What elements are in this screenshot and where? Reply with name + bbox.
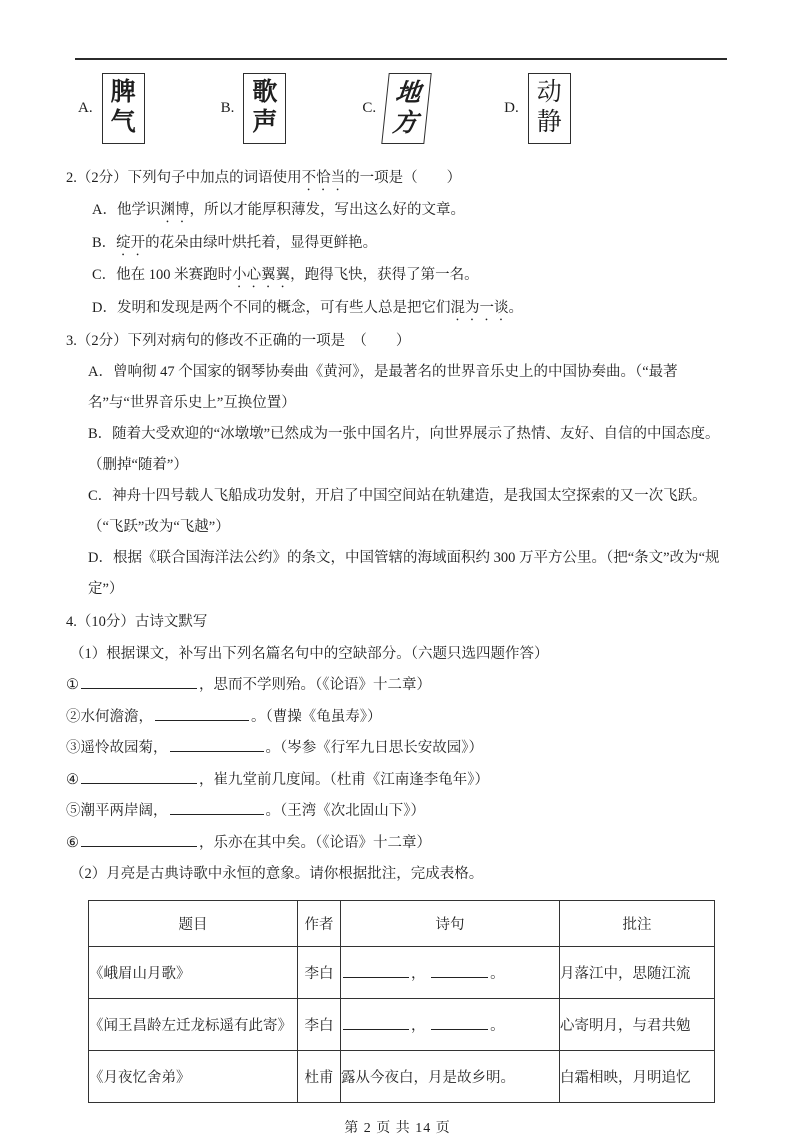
fill-item-post: ，乐亦在其中矣。（《论语》十二章） [199,834,431,851]
option-text-pre: 他在 100 米赛跑时 [116,267,233,283]
question-2-heading-dotted: 不恰当 [301,170,346,186]
option-label: B． [92,234,117,251]
char-option-a-bottom-char: 气 [110,109,136,136]
option-text: 曾响彻 47 个国家的钢琴协奏曲《黄河》，是最著名的世界音乐史上的中国协奏曲。（“最著名”与“世界音乐史上”互换位置） [88,364,678,411]
fill-item-number: ⑥ [66,834,79,851]
char-option-b-box [243,73,286,144]
option-label: A． [92,202,117,218]
question-4-heading: 4.（10分）古诗文默写 [66,614,208,630]
answer-blank [81,833,197,847]
char-option-c-bottom-char: 方 [391,109,420,136]
answer-blank [431,1016,488,1030]
question-3 [66,325,729,605]
option-text-post: ，所以才能厚积薄发，写出这么好的文章。 [189,202,465,218]
poem-verse-blank [341,946,560,998]
table-row [89,998,715,1050]
question-4 [66,607,729,1103]
question-3-option-a [66,357,729,419]
option-text-dotted: 渊博 [160,202,190,218]
fill-item-post: ，思而不学则殆。（《论语》十二章） [199,677,431,693]
char-option-d [504,73,571,144]
char-option-b-label: B. [220,99,235,116]
option-label: D． [88,550,113,566]
option-text-dotted: 混为一谈 [450,299,509,316]
option-text: 随着大受欢迎的“冰墩墩”已然成为一张中国名片，向世界展示了热情、友好、自信的中国态度。（删掉“随着”） [88,426,720,473]
char-option-a-top-char: 脾 [110,79,136,106]
poem-table [88,900,715,1103]
fill-item-post: 。（岑参《行军九日思长安故园》） [265,740,483,756]
poem-table-header-row [89,900,715,946]
option-text-dotted: 绽开 [116,234,146,251]
answer-blank [343,964,409,978]
answer-blank [170,738,264,752]
fill-item-number: ⑤ [66,803,81,819]
char-option-a-box [102,73,145,144]
question-2 [66,162,729,324]
answer-blank [81,675,197,689]
verse-end-mark: 。 [490,1017,505,1034]
verse-end-mark: 。 [490,965,505,982]
question-4-part2-instruction: （2）月亮是古典诗歌中永恒的意象。请你根据批注，完成表格。 [70,866,484,882]
option-label: C． [92,267,117,283]
poem-verse-blank [341,998,560,1050]
char-option-c-label: C. [362,99,377,116]
question-3-heading: 3.（2分）下列对病句的修改不正确的一项是 （ ） [66,333,411,349]
char-option-b-bottom-char: 声 [252,109,278,136]
option-text-post: 的花朵由绿叶烘托着，显得更鲜艳。 [145,234,378,251]
answer-blank [81,770,197,784]
option-text-post: 。 [508,299,523,316]
poem-author: 杜甫 [298,1050,341,1102]
char-option-c [362,73,428,144]
question-3-option-b [66,419,729,481]
fill-item-number: ② [66,708,81,725]
fill-item-post: 。（王湾《次北固山下》） [265,803,425,819]
char-option-c-top-char: 地 [394,79,423,106]
question-2-option-a [66,194,729,227]
fill-item-5 [66,796,729,828]
poem-title: 《峨眉山月歌》 [89,946,298,998]
fill-item-number: ③ [66,740,81,756]
question-2-heading-post: 的一项是（ ） [345,170,462,186]
poem-verse: 露从今夜白，月是故乡明。 [341,1050,560,1102]
char-option-d-label: D. [504,99,519,116]
fill-item-post: 。（曹操《龟虽寿》） [251,708,382,725]
option-text: 根据《联合国海洋法公约》的条文，中国管辖的海域面积约 300 万平方公里。（把“条文”改为“规定”） [88,550,720,597]
question-3-option-d [66,543,729,605]
option-text-post: ，跑得飞快，获得了第一名。 [290,267,479,283]
poem-title: 《月夜忆舍弟》 [89,1050,298,1102]
fill-item-pre: 遥怜故园菊， [80,740,168,756]
footer-page-number: 第 2 页 共 14 页 [344,1120,451,1136]
fill-item-3 [66,733,729,765]
option-label: B． [88,426,113,442]
fill-item-1 [66,670,729,702]
fill-item-number: ④ [66,771,79,788]
poem-note: 心寄明月，与君共勉 [560,998,715,1050]
answer-blank [431,964,488,978]
poem-author: 李白 [298,946,341,998]
char-option-a [78,73,145,144]
question-2-option-c [66,259,729,292]
poem-title: 《闻王昌龄左迁龙标遥有此寄》 [89,998,298,1050]
question-3-option-c [66,481,729,543]
fill-item-number: ① [66,677,79,693]
verse-separator: ， [411,965,426,982]
question-2-heading [66,162,729,194]
header-cell-verse: 诗句 [341,900,560,946]
poem-author: 李白 [298,998,341,1050]
fill-item-2 [66,702,729,734]
header-cell-title: 题目 [89,900,298,946]
answer-blank [170,801,264,815]
char-option-a-label: A. [78,99,93,116]
option-text: 神舟十四号载人飞船成功发射，开启了中国空间站在轨建造，是我国太空探索的又一次飞跃。（“飞跃”改为“飞越”） [88,488,707,535]
char-option-b [221,73,287,144]
verse-separator: ， [411,1017,426,1034]
char-option-c-box [381,73,431,144]
option-text-pre: 他学识 [116,202,161,218]
char-option-d-top-char: 动 [536,79,562,106]
poem-note: 月落江中，思随江流 [560,946,715,998]
fill-item-4 [66,765,729,797]
poem-note: 白霜相映，月明追忆 [560,1050,715,1102]
fill-item-pre: 潮平两岸阔， [80,803,168,819]
calligraphy-options-row [78,66,729,150]
question-2-option-d [66,292,729,325]
question-4-part1-instruction: （1）根据课文，补写出下列名篇名句中的空缺部分。（六题只选四题作答） [70,645,549,662]
option-label: D． [92,299,117,316]
table-row [89,946,715,998]
fill-item-6 [66,828,729,860]
answer-blank [343,1016,409,1030]
char-option-d-bottom-char: 静 [536,109,562,136]
header-cell-note: 批注 [560,900,715,946]
question-2-heading-pre: 2.（2分）下列句子中加点的词语使用 [66,170,302,186]
option-text-pre: 发明和发现是两个不同的概念，可有些人总是把它们 [116,299,451,316]
char-option-b-top-char: 歌 [252,79,278,106]
option-text-dotted: 小心翼翼 [232,267,291,283]
fill-item-post: ，崔九堂前几度闻。（杜甫《江南逢李龟年》） [199,771,489,788]
option-label: C． [88,488,113,504]
question-2-option-b [66,227,729,260]
header-cell-author: 作者 [298,900,341,946]
top-rule [75,58,727,60]
answer-blank [155,707,249,721]
fill-item-pre: 水何澹澹， [80,708,153,725]
char-option-d-box [528,73,571,144]
option-label: A． [88,364,113,380]
table-row [89,1050,715,1102]
